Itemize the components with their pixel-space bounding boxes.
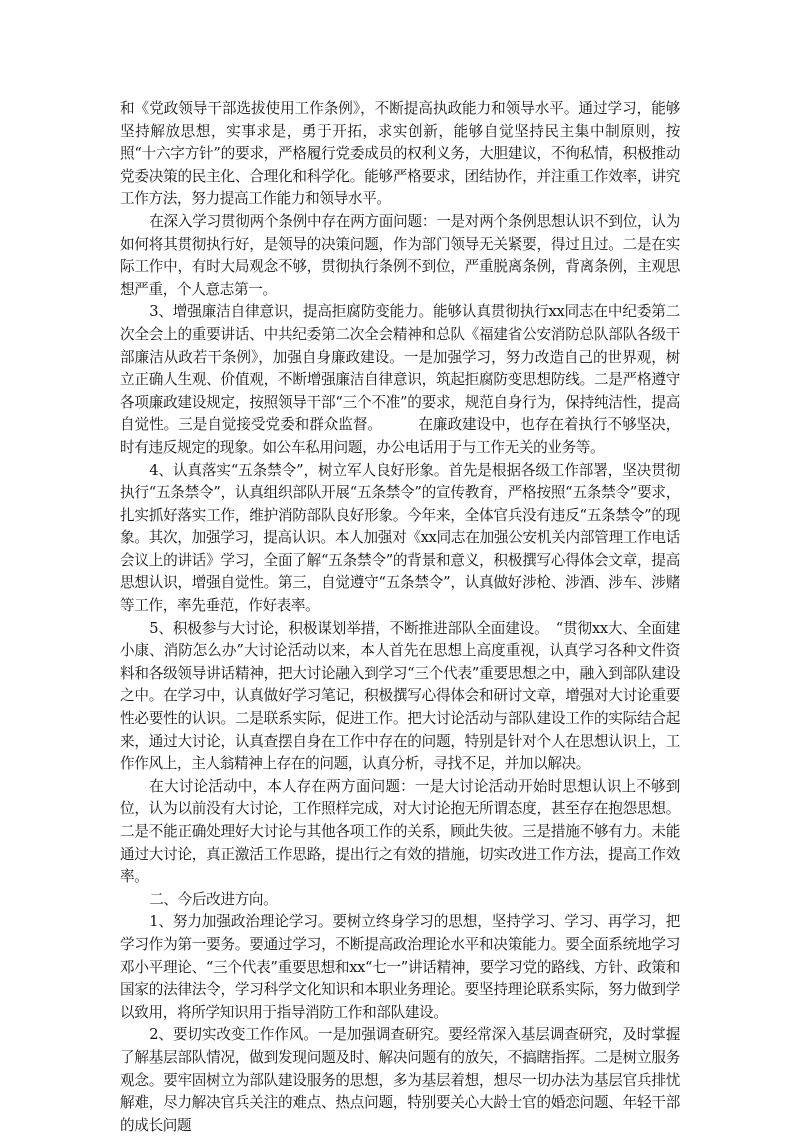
section-heading: 二、今后改进方向。: [149, 890, 278, 908]
document-body: [120, 98, 680, 1137]
paragraph: 2、要切实改变工作作风。一是加强调查研究。要经常深入基层调查研究，及时掌握了解基层部队情况，做到发现问题及时、解决问题有的放矢，不搞瞎指挥。二是树立服务观念。要牢固树立为部队建设服务的思想，多为基层着想，想尽一切办法为基层官兵排忧解难，尽力解决官兵关注的难点、热点问题，特别要关心大龄士官的婚恋问题、年轻干部的成长问题: [120, 1026, 680, 1134]
paragraph: 5、积极参与大讨论，积极谋划举措，不断推进部队全面建设。 “贯彻xx大、全面建小康、消防怎么办”大讨论活动以来，本人首先在思想上高度重视，认真学习各种文件资料和各级领导讲话精神，把大讨论融入到学习“三个代表”重要思想之中，融入到部队建设之中。在学习中，认真做好学习笔记，积极撰写心得体会和研讨文章，增强对大讨论重要性必要性的认识。二是联系实际，促进工作。把大讨论活动与部队建设工作的实际结合起来，通过大讨论，认真查摆自身在工作中存在的问题，特别是针对个人在思想认识上，工作作风上，主人翁精神上存在的问题，认真分析，寻找不足，并加以解决。: [120, 619, 680, 773]
paragraph: 1、努力加强政治理论学习。要树立终身学习的思想，坚持学习、学习、再学习，把学习作为第一要务。要通过学习，不断提高政治理论水平和决策能力。要全面系统地学习邓小平理论、“三个代表”重要思想和xx“七一”讲话精神，要学习党的路线、方针、政策和国家的法律法令，学习科学文化知识和本职业务理论。要坚持理论联系实际，努力做到学以致用，将所学知识用于指导消防工作和部队建设。: [120, 913, 680, 1021]
paragraph: 在深入学习贯彻两个条例中存在两方面问题：一是对两个条例思想认识不到位，认为如何将其贯彻执行好，是领导的决策问题，作为部门领导无关紧要，得过且过。二是在实际工作中，有时大局观念不够，贯彻执行条例不到位，严重脱离条例，背离条例，主观思想严重，个人意志第一。: [120, 212, 680, 298]
paragraph: 和《党政领导干部选拔使用工作条例》，不断提高执政能力和领导水平。通过学习，能够坚持解放思想，实事求是，勇于开拓，求实创新，能够自觉坚持民主集中制原则，按照“十六字方针”的要求，严格履行党委成员的权利义务，大胆建议，不徇私情，积极推动党委决策的民主化、合理化和科学化。能够严格要求，团结协作，并注重工作效率，讲究工作方法，努力提高工作能力和领导水平。: [120, 100, 680, 208]
paragraph: 4、认真落实“五条禁令”，树立军人良好形象。首先是根据各级工作部署，坚决贯彻执行“五条禁令”，认真组织部队开展“五条禁令”的宣传教育，严格按照“五条禁令”要求，扎实抓好落实工作，维护消防部队良好形象。今年来，全体官兵没有违反“五条禁令”的现象。其次，加强学习，提高认识。本人加强对《xx同志在加强公安机关内部管理工作电话会议上的讲话》学习，全面了解“五条禁令”的背景和意义，积极撰写心得体会文章，提高思想认识，增强自觉性。第三，自觉遵守“五条禁令”，认真做好涉枪、涉酒、涉车、涉赌等工作，率先垂范，作好表率。: [120, 461, 680, 615]
paragraph: 3、增强廉洁自律意识，提高拒腐防变能力。能够认真贯彻执行xx同志在中纪委第二次全会上的重要讲话、中共纪委第二次全会精神和总队《福建省公安消防总队部队各级干部廉洁从政若干条例》，加强自身廉政建设。一是加强学习，努力改造自己的世界观，树立正确人生观、价值观，不断增强廉洁自律意识，筑起拒腐防变思想防线。二是严格遵守各项廉政建设规定，按照领导干部“三个不准”的要求，规范自身行为，保持纯洁性，提高自觉性。三是自觉接受党委和群众监督。 在廉政建设中，也存在着执行不够坚决，时有违反规定的现象。如公车私用问题，办公电话用于与工作无关的业务等。: [120, 303, 680, 456]
paragraph: 在大讨论活动中，本人存在两方面问题：一是大讨论活动开始时思想认识上不够到位，认为以前没有大讨论，工作照样完成，对大讨论抱无所谓态度，甚至存在抱怨思想。二是不能正确处理好大讨论与其他各项工作的关系，顾此失彼。三是措施不够有力。未能通过大讨论，真正激活工作思路，提出行之有效的措施，切实改进工作方法，提高工作效率。: [120, 777, 680, 886]
